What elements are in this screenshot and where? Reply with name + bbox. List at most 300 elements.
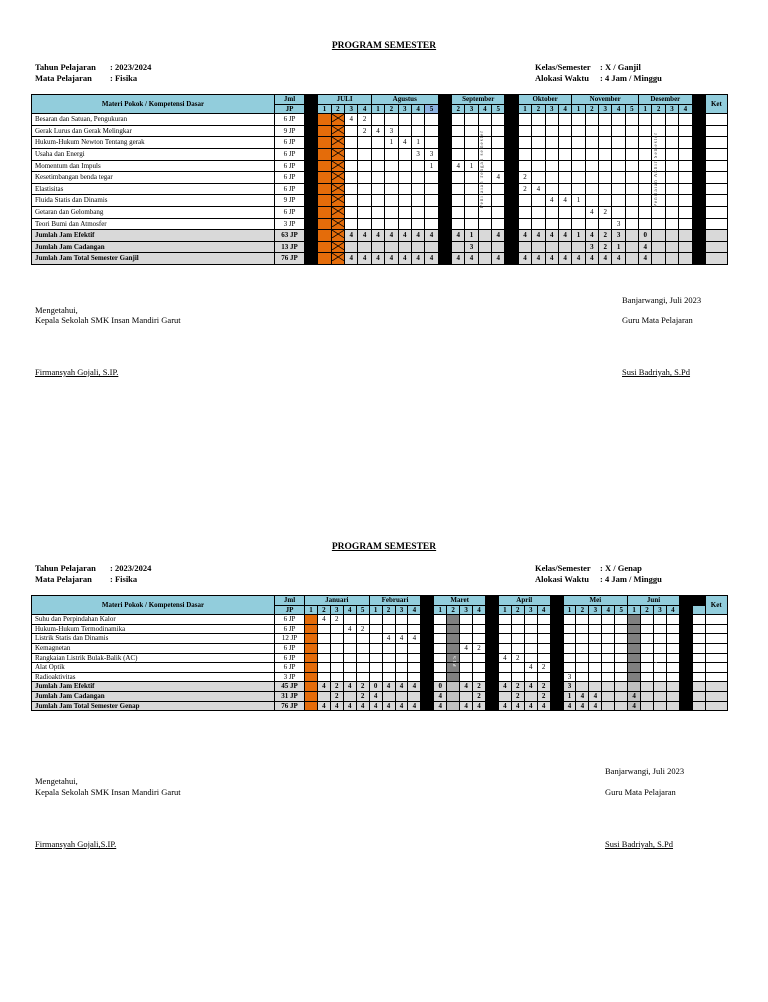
week-cell [550,615,563,625]
week-cell [550,653,563,663]
header-month [505,95,518,105]
week-cell [421,691,434,701]
header-week [305,104,318,114]
week-cell [358,206,371,218]
week-cell [692,643,705,653]
week-cell [395,615,408,625]
week-cell: 1 [465,230,478,242]
week-cell [602,672,615,682]
week-cell [305,114,318,126]
week-cell [398,218,411,230]
week-cell [625,253,638,265]
kepala-name: Firmansyah Gojali,S.IP. [35,839,117,849]
week-cell [572,137,585,149]
week-cell [576,663,589,673]
week-cell [408,643,421,653]
header-week: 5 [615,605,628,615]
week-cell [563,643,576,653]
week-cell [434,643,447,653]
header-week: 2 [532,104,545,114]
week-cell [639,160,652,172]
week-cell [602,634,615,644]
week-cell [305,663,318,673]
week-cell [511,634,524,644]
week-cell: 4 [589,691,602,701]
week-cell [692,682,705,692]
week-cell [465,206,478,218]
header-materi: Materi Pokok / Kompetensi Dasar [32,95,275,114]
week-cell [345,183,358,195]
week-cell [411,183,424,195]
week-cell [473,615,486,625]
header-week: 3 [665,104,678,114]
week-cell [343,691,356,701]
week-cell [438,183,451,195]
week-cell [492,160,505,172]
week-cell [589,615,602,625]
week-cell [305,241,318,253]
week-cell: 4 [492,230,505,242]
week-cell [385,218,398,230]
week-cell [498,643,511,653]
header-week [550,605,563,615]
week-cell [518,148,531,160]
week-cell [615,653,628,663]
week-cell [692,701,705,711]
week-cell [558,148,571,160]
week-cell [589,634,602,644]
jp-cell: 6 JP [275,137,305,149]
week-cell [438,195,451,207]
week-cell [460,672,473,682]
week-cell [625,183,638,195]
header-month: Juni [628,596,680,606]
week-cell [665,241,678,253]
header-jp: JP [275,104,305,114]
header-month [550,596,563,606]
week-cell [492,183,505,195]
header-week: 3 [398,104,411,114]
week-cell [576,653,589,663]
week-cell [692,253,705,265]
week-cell [665,172,678,184]
ket-cell [705,701,727,711]
week-cell [558,125,571,137]
materi-cell: Getaran dan Gelombang [32,206,275,218]
week-cell [524,653,537,663]
week-cell: 2 [518,183,531,195]
mengetahui-text: Mengetahui, [35,776,78,786]
week-cell [558,114,571,126]
week-cell [492,206,505,218]
kepala-title: Kepala Sekolah SMK Insan Mandiri Garut [35,315,181,325]
week-cell: 0 [639,230,652,242]
week-cell [589,624,602,634]
week-cell: 4 [460,682,473,692]
week-cell [679,172,692,184]
week-cell [371,218,384,230]
ket-cell [705,241,727,253]
jp-cell: 6 JP [275,172,305,184]
week-cell: 4 [498,701,511,711]
week-cell [305,643,318,653]
week-cell [572,114,585,126]
header-week [438,104,451,114]
week-cell [666,682,679,692]
week-cell [558,241,571,253]
materi-cell: Jumlah Jam Cadangan [32,691,275,701]
week-cell [492,195,505,207]
tahun-value: : 2023/2024 [110,62,152,72]
week-cell [572,160,585,172]
week-cell [421,624,434,634]
week-cell [576,682,589,692]
week-cell [371,172,384,184]
header-week: 3 [345,104,358,114]
week-cell [524,691,537,701]
week-cell [524,624,537,634]
week-cell [679,241,692,253]
week-cell: 4 [356,701,369,711]
week-cell [331,125,344,137]
header-week [679,605,692,615]
header-week: 1 [305,605,318,615]
week-cell [665,137,678,149]
week-cell [465,172,478,184]
header-month: Februari [369,596,421,606]
week-cell [486,643,499,653]
week-cell [511,663,524,673]
week-cell: 4 [434,701,447,711]
week-cell [465,148,478,160]
jp-cell: 31 JP [275,691,305,701]
week-cell [452,218,465,230]
week-cell [356,663,369,673]
jp-cell: 6 JP [275,183,305,195]
week-cell: 2 [330,615,343,625]
week-cell [395,691,408,701]
week-cell [425,241,438,253]
week-cell: 4 [371,125,384,137]
week-cell [550,634,563,644]
week-cell: 4 [358,253,371,265]
week-cell [305,125,318,137]
week-cell [532,148,545,160]
week-cell [382,653,395,663]
header-week: 4 [473,605,486,615]
header-week [692,605,705,615]
week-cell [692,172,705,184]
week-cell [518,218,531,230]
week-cell: 2 [537,682,550,692]
week-cell [599,218,612,230]
week-cell: 4 [411,230,424,242]
materi-cell: Jumlah Jam Cadangan [32,241,275,253]
week-cell: 4 [585,206,598,218]
week-cell [345,160,358,172]
week-cell [447,643,460,653]
week-cell [589,643,602,653]
week-cell [572,241,585,253]
week-cell [371,137,384,149]
week-cell [343,615,356,625]
week-cell [602,663,615,673]
table-row [32,195,728,207]
week-cell [305,634,318,644]
week-cell [305,701,318,711]
week-cell [679,624,692,634]
week-cell [438,160,451,172]
week-cell [356,672,369,682]
week-cell [369,615,382,625]
header-materi: Materi Pokok / Kompetensi Dasar [32,596,275,615]
week-cell [411,125,424,137]
week-cell: 4 [345,230,358,242]
week-cell [576,615,589,625]
week-cell [679,682,692,692]
mengetahui-text: Mengetahui, [35,305,78,315]
alokasi-label: Alokasi Waktu [535,574,589,584]
ket-cell [705,183,727,195]
week-cell [599,137,612,149]
week-cell [654,634,667,644]
week-cell [438,206,451,218]
week-cell [665,114,678,126]
week-cell: 4 [345,114,358,126]
week-cell [425,183,438,195]
week-cell [369,653,382,663]
week-cell [666,672,679,682]
jp-cell: 76 JP [275,701,305,711]
week-cell [505,218,518,230]
week-cell [438,172,451,184]
week-cell [641,691,654,701]
week-cell: 2 [599,241,612,253]
pas-vertical-label: Penilaian Akhir Semester [654,132,659,207]
week-cell [358,195,371,207]
kelas-label: Kelas/Semester [535,62,591,72]
week-cell [692,241,705,253]
week-cell [434,663,447,673]
week-cell [692,663,705,673]
header-week: 5 [492,104,505,114]
week-cell [498,624,511,634]
week-cell [425,195,438,207]
week-cell: 4 [498,682,511,692]
kelas-value: : X / Genap [600,563,642,573]
week-cell [625,230,638,242]
week-cell [511,672,524,682]
week-cell [602,682,615,692]
week-cell [478,218,491,230]
tahun-value: : 2023/2024 [110,563,152,573]
week-cell [654,691,667,701]
header-month: Agustus [371,95,438,105]
jp-cell: 45 JP [275,682,305,692]
header-week: 4 [537,605,550,615]
week-cell [452,125,465,137]
week-cell [371,160,384,172]
ket-cell [705,615,727,625]
week-cell [486,672,499,682]
week-cell [679,148,692,160]
header-week: 4 [358,104,371,114]
week-cell: 4 [576,701,589,711]
week-cell [434,624,447,634]
week-cell: 4 [408,682,421,692]
header-week: 1 [518,104,531,114]
week-cell [305,691,318,701]
week-cell [356,634,369,644]
week-cell: 4 [585,230,598,242]
week-cell [505,160,518,172]
week-cell: 4 [398,137,411,149]
header-week: 3 [460,605,473,615]
week-cell [452,114,465,126]
cross-icon [332,161,344,169]
week-cell [572,172,585,184]
week-cell [369,643,382,653]
week-cell [317,643,330,653]
jp-cell: 6 JP [275,206,305,218]
ket-cell [705,663,727,673]
week-cell: 4 [425,230,438,242]
week-cell [358,183,371,195]
week-cell [331,114,344,126]
week-cell [505,114,518,126]
week-cell: 4 [639,241,652,253]
week-cell [602,701,615,711]
week-cell [460,653,473,663]
header-month: JULI [318,95,371,105]
week-cell [369,672,382,682]
materi-cell: Jumlah Jam Efektif [32,682,275,692]
week-cell: 4 [532,253,545,265]
header-week: 5 [425,104,438,114]
header-month [305,95,318,105]
week-cell [330,634,343,644]
table-row [32,206,728,218]
header-week: 2 [641,605,654,615]
week-cell [615,672,628,682]
week-cell: 1 [411,137,424,149]
week-cell [679,701,692,711]
cross-icon [332,114,344,122]
week-cell [318,241,331,253]
week-cell [665,125,678,137]
table-row [32,653,728,663]
week-cell [411,218,424,230]
week-cell [615,682,628,692]
week-cell [421,634,434,644]
week-cell [371,206,384,218]
week-cell [317,663,330,673]
table-row [32,643,728,653]
week-cell [537,672,550,682]
week-cell [356,643,369,653]
week-cell: 4 [398,253,411,265]
week-cell [628,634,641,644]
week-cell [408,691,421,701]
cross-icon [332,172,344,180]
week-cell: 4 [558,253,571,265]
week-cell [639,114,652,126]
week-cell: 4 [345,253,358,265]
jp-cell: 6 JP [275,653,305,663]
week-cell [585,195,598,207]
ket-cell [705,634,727,644]
week-cell [545,183,558,195]
week-cell [545,241,558,253]
week-cell [585,160,598,172]
week-cell: 2 [518,172,531,184]
week-cell [438,241,451,253]
week-cell [666,691,679,701]
week-cell: 4 [408,701,421,711]
week-cell [665,183,678,195]
week-cell [625,160,638,172]
week-cell: 4 [576,691,589,701]
week-cell [641,615,654,625]
week-cell [305,253,318,265]
week-cell [589,653,602,663]
week-cell [692,114,705,126]
week-cell [385,172,398,184]
week-cell [599,183,612,195]
week-cell: 4 [369,691,382,701]
week-cell [395,672,408,682]
week-cell [317,672,330,682]
place-date: Banjarwangi, Juli 2023 [605,766,685,776]
header-week: 2 [452,104,465,114]
week-cell [641,701,654,711]
header-week: 4 [478,104,491,114]
week-cell [305,653,318,663]
header-week: 4 [602,605,615,615]
week-cell [511,643,524,653]
week-cell: 2 [358,114,371,126]
week-cell [398,195,411,207]
week-cell: 4 [343,701,356,711]
jp-cell: 6 JP [275,624,305,634]
week-cell [330,653,343,663]
header-week: 3 [524,605,537,615]
cross-icon [332,126,344,134]
week-cell [331,253,344,265]
week-cell [545,137,558,149]
week-cell: 2 [473,691,486,701]
week-cell [425,137,438,149]
week-cell [369,663,382,673]
week-cell [305,230,318,242]
week-cell [572,206,585,218]
week-cell [532,172,545,184]
header-week: 3 [599,104,612,114]
week-cell [537,624,550,634]
week-cell [358,241,371,253]
week-cell: 4 [382,682,395,692]
week-cell [331,195,344,207]
week-cell: 4 [460,643,473,653]
week-cell [679,218,692,230]
alokasi-label: Alokasi Waktu [535,73,589,83]
kepala-name: Firmansyah Gojali, S.IP. [35,367,119,377]
week-cell [550,691,563,701]
week-cell: 4 [558,230,571,242]
week-cell [492,148,505,160]
week-cell [438,253,451,265]
week-cell: 4 [452,253,465,265]
